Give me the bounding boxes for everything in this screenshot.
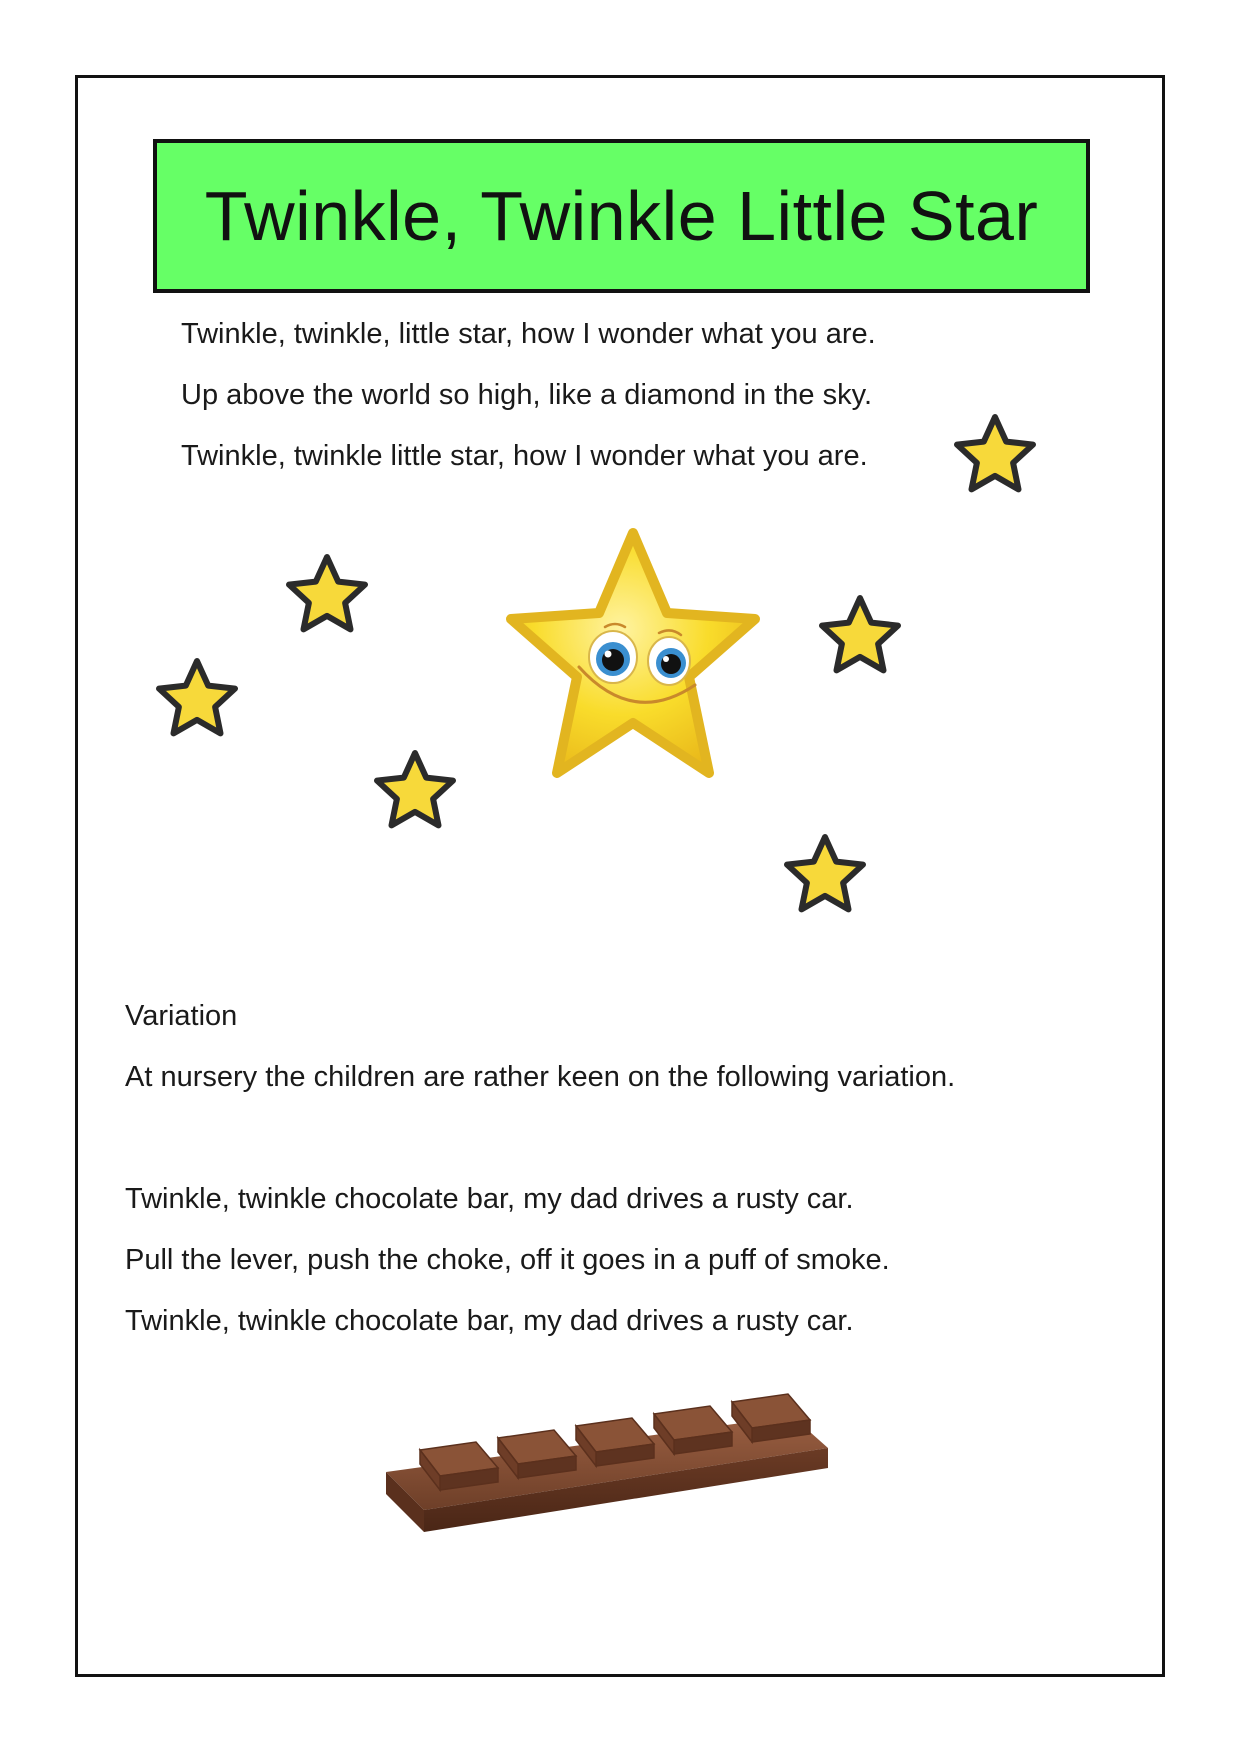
- star-icon: [815, 593, 905, 679]
- star-icon: [950, 412, 1040, 498]
- verse-line-3: Twinkle, twinkle little star, how I wonder what you are.: [181, 440, 868, 472]
- verse-line-2: Up above the world so high, like a diamond in the sky.: [181, 379, 873, 411]
- verse-line-1: Twinkle, twinkle, little star, how I wonder what you are.: [181, 318, 876, 350]
- variation-line-1: Twinkle, twinkle chocolate bar, my dad drives a rusty car.: [125, 1183, 854, 1215]
- smiling-star-icon: [498, 525, 768, 787]
- variation-intro: At nursery the children are rather keen on the following variation.: [125, 1061, 956, 1093]
- star-icon: [780, 832, 870, 918]
- variation-heading: Variation: [125, 1000, 238, 1032]
- variation-line-3: Twinkle, twinkle chocolate bar, my dad drives a rusty car.: [125, 1305, 854, 1337]
- star-icon: [370, 748, 460, 834]
- star-icon: [152, 656, 242, 742]
- title-banner: [153, 139, 1090, 293]
- page-title: Twinkle, Twinkle Little Star: [204, 177, 1039, 255]
- star-icon: [282, 552, 372, 638]
- chocolate-bar-image: [380, 1372, 840, 1542]
- variation-line-2: Pull the lever, push the choke, off it goes in a puff of smoke.: [125, 1244, 890, 1276]
